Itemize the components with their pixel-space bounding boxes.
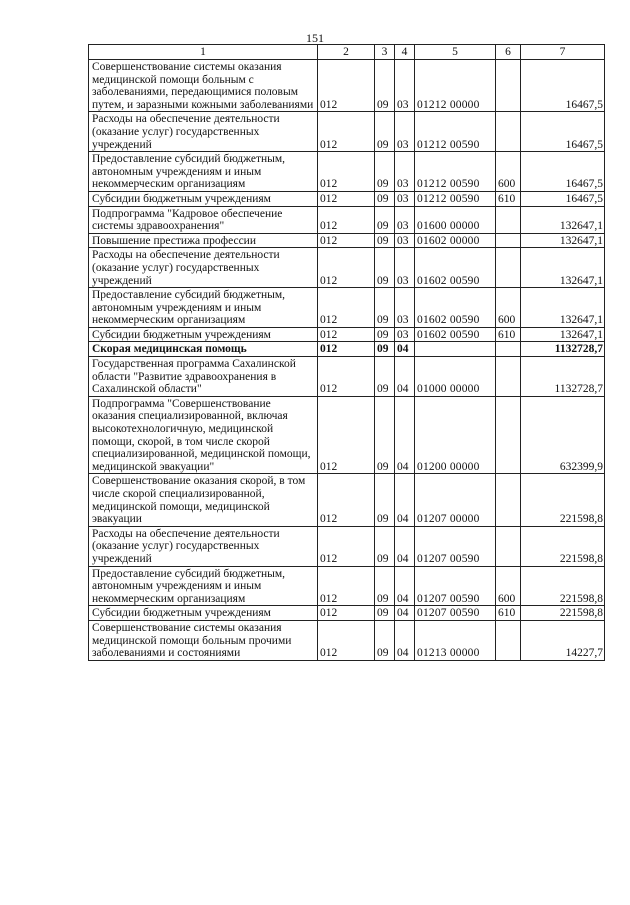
target-article-cell: 01200 00000 [415,396,496,474]
subsection-code-cell: 04 [395,606,415,621]
target-article-cell: 01213 00000 [415,620,496,660]
column-header: 3 [375,45,395,60]
section-code-cell: 09 [375,526,395,566]
table-row [89,526,605,566]
target-article-cell: 01602 00590 [415,288,496,328]
amount-cell: 221598,8 [521,526,605,566]
admin-code-cell: 012 [318,233,375,248]
table-row [89,288,605,328]
expense-type-cell: 610 [496,191,521,206]
budget-table [88,44,605,661]
admin-code-cell: 012 [318,288,375,328]
admin-code-cell: 012 [318,357,375,397]
target-article-cell: 01212 00590 [415,191,496,206]
table-row [89,191,605,206]
subsection-code-cell: 04 [395,357,415,397]
table-row [89,606,605,621]
row-name-cell: Расходы на обеспечение деятельности (оказание услуг) государственных учреждений [89,112,318,152]
section-code-cell: 09 [375,248,395,288]
section-code-cell: 09 [375,474,395,526]
target-article-cell: 01602 00590 [415,327,496,342]
expense-type-cell [496,396,521,474]
table-row [89,396,605,474]
admin-code-cell: 012 [318,620,375,660]
expense-type-cell [496,60,521,112]
target-article-cell: 01207 00000 [415,474,496,526]
expense-type-cell [496,248,521,288]
section-code-cell: 09 [375,60,395,112]
table-row [89,152,605,192]
row-name-cell: Предоставление субсидий бюджетным, автономным учреждениям и иным некоммерческим организациям [89,152,318,192]
amount-cell: 132647,1 [521,248,605,288]
row-name-cell: Расходы на обеспечение деятельности (оказание услуг) государственных учреждений [89,526,318,566]
row-name-cell: Субсидии бюджетным учреждениям [89,191,318,206]
admin-code-cell: 012 [318,206,375,233]
page-number: 151 [306,31,324,45]
amount-cell: 1132728,7 [521,357,605,397]
expense-type-cell [496,342,521,357]
admin-code-cell: 012 [318,152,375,192]
expense-type-cell: 600 [496,566,521,606]
table-row [89,112,605,152]
expense-type-cell [496,112,521,152]
table-row [89,233,605,248]
subsection-code-cell: 03 [395,60,415,112]
subsection-code-cell: 03 [395,152,415,192]
admin-code-cell: 012 [318,606,375,621]
section-code-cell: 09 [375,191,395,206]
section-code-cell: 09 [375,233,395,248]
column-header: 2 [318,45,375,60]
section-code-cell: 09 [375,288,395,328]
amount-cell: 132647,1 [521,327,605,342]
admin-code-cell: 012 [318,526,375,566]
admin-code-cell: 012 [318,60,375,112]
subsection-code-cell: 04 [395,342,415,357]
target-article-cell: 01212 00590 [415,112,496,152]
subsection-code-cell: 04 [395,620,415,660]
row-name-cell: Совершенствование оказания скорой, в том числе скорой специализированной, медицинской помощи, медицинской эвакуации [89,474,318,526]
section-code-cell: 09 [375,396,395,474]
target-article-cell: 01000 00000 [415,357,496,397]
section-code-cell: 09 [375,152,395,192]
section-code-cell: 09 [375,327,395,342]
subsection-code-cell: 03 [395,288,415,328]
section-code-cell: 09 [375,566,395,606]
subsection-code-cell: 04 [395,526,415,566]
amount-cell: 132647,1 [521,206,605,233]
table-row [89,620,605,660]
column-header: 5 [415,45,496,60]
subsection-code-cell: 04 [395,566,415,606]
row-name-cell: Субсидии бюджетным учреждениям [89,327,318,342]
amount-cell: 16467,5 [521,191,605,206]
column-header: 7 [521,45,605,60]
subsection-code-cell: 04 [395,474,415,526]
subsection-code-cell: 03 [395,248,415,288]
expense-type-cell [496,474,521,526]
subsection-code-cell: 03 [395,206,415,233]
target-article-cell: 01207 00590 [415,526,496,566]
target-article-cell: 01212 00000 [415,60,496,112]
target-article-cell: 01602 00590 [415,248,496,288]
amount-cell: 632399,9 [521,396,605,474]
amount-cell: 16467,5 [521,112,605,152]
target-article-cell: 01212 00590 [415,152,496,192]
subsection-code-cell: 03 [395,327,415,342]
column-header: 6 [496,45,521,60]
table-row [89,327,605,342]
admin-code-cell: 012 [318,566,375,606]
row-name-cell: Подпрограмма "Совершенствование оказания специализированной, включая высокотехнологичную, медицинской помощи, скорой, в том числе скорой специализированной, медицинской помощи, медицинской эвакуации" [89,396,318,474]
amount-cell: 221598,8 [521,606,605,621]
amount-cell: 16467,5 [521,152,605,192]
admin-code-cell: 012 [318,327,375,342]
target-article-cell: 01602 00000 [415,233,496,248]
table-row [89,566,605,606]
admin-code-cell: 012 [318,342,375,357]
table-row [89,342,605,357]
section-code-cell: 09 [375,112,395,152]
section-code-cell: 09 [375,620,395,660]
column-header: 1 [89,45,318,60]
row-name-cell: Расходы на обеспечение деятельности (оказание услуг) государственных учреждений [89,248,318,288]
section-code-cell: 09 [375,357,395,397]
table-row [89,474,605,526]
section-code-cell: 09 [375,206,395,233]
section-code-cell: 09 [375,606,395,621]
amount-cell: 16467,5 [521,60,605,112]
admin-code-cell: 012 [318,191,375,206]
row-name-cell: Предоставление субсидий бюджетным, автономным учреждениям и иным некоммерческим организациям [89,288,318,328]
row-name-cell: Скорая медицинская помощь [89,342,318,357]
amount-cell: 132647,1 [521,233,605,248]
subsection-code-cell: 04 [395,396,415,474]
amount-cell: 221598,8 [521,566,605,606]
subsection-code-cell: 03 [395,191,415,206]
subsection-code-cell: 03 [395,112,415,152]
table-row [89,60,605,112]
expense-type-cell: 600 [496,152,521,192]
amount-cell: 14227,7 [521,620,605,660]
admin-code-cell: 012 [318,396,375,474]
expense-type-cell: 610 [496,606,521,621]
expense-type-cell [496,620,521,660]
row-name-cell: Совершенствование системы оказания медицинской помощи больным с заболеваниями, передающимися половым путем, и заразными кожными заболеваниями [89,60,318,112]
row-name-cell: Повышение престижа профессии [89,233,318,248]
row-name-cell: Подпрограмма "Кадровое обеспечение системы здравоохранения" [89,206,318,233]
amount-cell: 1132728,7 [521,342,605,357]
expense-type-cell [496,526,521,566]
target-article-cell [415,342,496,357]
admin-code-cell: 012 [318,248,375,288]
table-row [89,206,605,233]
table-header-row [89,45,605,60]
expense-type-cell: 600 [496,288,521,328]
row-name-cell: Совершенствование системы оказания медицинской помощи больным прочими заболеваниями и состояниями [89,620,318,660]
expense-type-cell [496,206,521,233]
amount-cell: 132647,1 [521,288,605,328]
column-header: 4 [395,45,415,60]
row-name-cell: Субсидии бюджетным учреждениям [89,606,318,621]
table-row [89,357,605,397]
target-article-cell: 01207 00590 [415,566,496,606]
row-name-cell: Предоставление субсидий бюджетным, автономным учреждениям и иным некоммерческим организациям [89,566,318,606]
target-article-cell: 01207 00590 [415,606,496,621]
expense-type-cell [496,233,521,248]
table-row [89,248,605,288]
expense-type-cell [496,357,521,397]
section-code-cell: 09 [375,342,395,357]
target-article-cell: 01600 00000 [415,206,496,233]
admin-code-cell: 012 [318,112,375,152]
expense-type-cell: 610 [496,327,521,342]
admin-code-cell: 012 [318,474,375,526]
row-name-cell: Государственная программа Сахалинской области "Развитие здравоохранения в Сахалинской области" [89,357,318,397]
amount-cell: 221598,8 [521,474,605,526]
subsection-code-cell: 03 [395,233,415,248]
